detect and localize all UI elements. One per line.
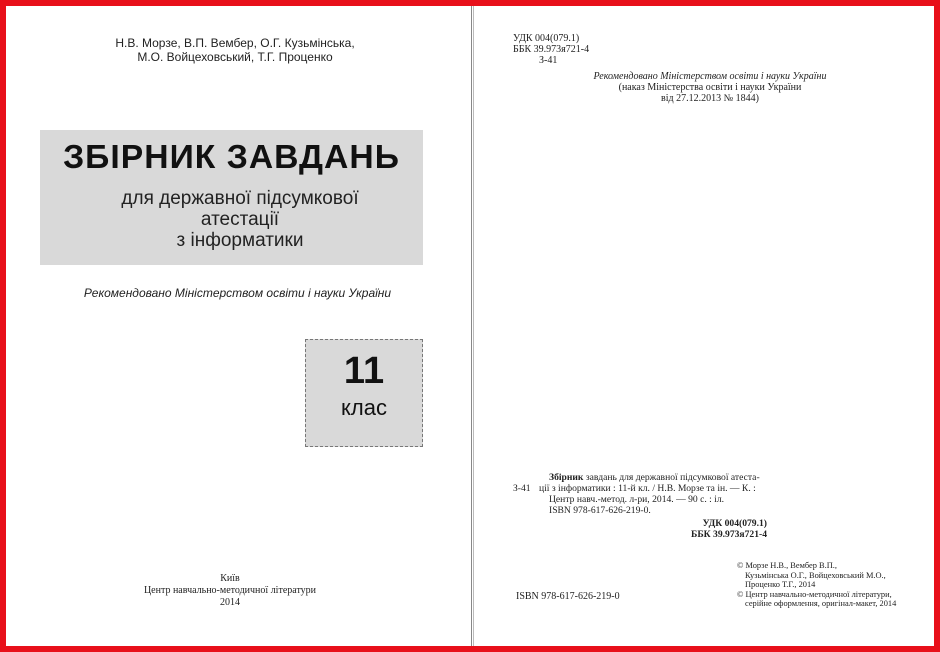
- publisher-name: Центр навчально-методичної літератури: [143, 585, 317, 596]
- grade-word: клас: [341, 395, 387, 420]
- grade-number: 11: [343, 350, 385, 392]
- recommendation-right: [575, 71, 845, 104]
- biblio-line-1-rest: завдань для державної підсумкової атеста-: [583, 472, 760, 483]
- isbn: ISBN 978-617-626-219-0: [516, 591, 620, 602]
- publisher-block: [130, 573, 330, 609]
- copyright-line-4: © Центр навчально-методичної літератури,: [737, 589, 892, 599]
- book-title: ЗБІРНИК ЗАВДАНЬ: [63, 138, 400, 175]
- bibliographic-record: [513, 472, 771, 516]
- grade-box: [305, 339, 423, 447]
- bbk-code: ББК 39.973я721-4: [513, 44, 590, 55]
- recommendation-text: Рекомендовано Міністерством освіти і науки України: [593, 71, 827, 82]
- biblio-line-3: Центр навч.-метод. л-ри, 2014. — 90 с. : іл.: [549, 494, 725, 505]
- bbk-code-repeat: ББК 39.973я721-4: [691, 529, 767, 540]
- page-divider: [471, 6, 472, 646]
- recommendation-left: Рекомендовано Міністерством освіти і науки України: [83, 286, 392, 300]
- authors: [60, 36, 410, 64]
- udk-code: УДК 004(079.1): [513, 33, 580, 44]
- biblio-bold-word: Збірник: [549, 472, 584, 483]
- copyright-line-1: © Морзе Н.В., Вембер В.П.,: [737, 561, 837, 570]
- author-index: З-41: [539, 55, 558, 66]
- biblio-line-2: ції з інформатики : 11-й кл. / Н.В. Морзе та ін. — К. :: [539, 483, 756, 494]
- order-date: від 27.12.2013 № 1844): [661, 93, 759, 104]
- udk-code-repeat: УДК 004(079.1): [702, 518, 767, 529]
- biblio-line-1: [513, 472, 771, 483]
- biblio-code: З-41: [513, 483, 531, 494]
- order-text: (наказ Міністерства освіти і науки України: [618, 82, 802, 93]
- classification-repeat: [671, 518, 767, 540]
- subtitle-line-2: з інформатики: [176, 230, 304, 251]
- classification-block: [513, 33, 589, 66]
- authors-line-1: Н.В. Морзе, В.П. Вембер, О.Г. Кузьмінська,: [115, 36, 355, 50]
- title-box: [40, 130, 423, 265]
- book-subtitle: [80, 188, 400, 251]
- publisher-city: Київ: [220, 573, 240, 584]
- copyright-line-5: серійне оформлення, оригінал-макет, 2014: [745, 599, 897, 609]
- authors-line-2: М.О. Войцеховський, Т.Г. Проценко: [137, 50, 333, 64]
- copyright-block: [737, 561, 917, 609]
- subtitle-line-1: для державної підсумкової атестації: [121, 188, 359, 230]
- copyright-line-3: Проценко Т.Г., 2014: [745, 580, 816, 590]
- page-divider-shadow: [473, 6, 474, 646]
- copyright-line-2: Кузьмінська О.Г., Войцеховський М.О.,: [745, 570, 886, 580]
- biblio-isbn: ISBN 978-617-626-219-0.: [549, 505, 651, 516]
- publisher-year: 2014: [220, 597, 240, 608]
